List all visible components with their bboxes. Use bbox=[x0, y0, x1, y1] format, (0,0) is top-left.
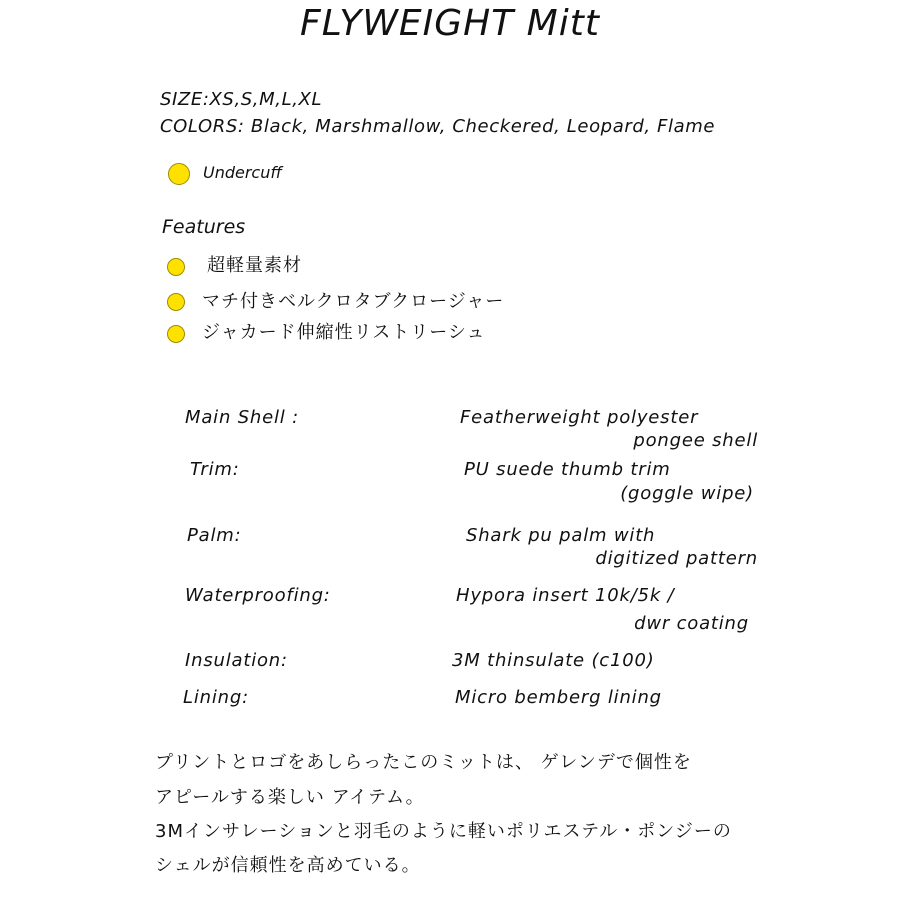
spec-label-waterproofing: Waterproofing: bbox=[185, 585, 331, 606]
spec-value-palm: Shark pu palm with bbox=[466, 525, 656, 546]
description-line: プリントとロゴをあしらったこのミットは、 ゲレンデで個性を bbox=[155, 752, 692, 773]
spec-value-trim: PU suede thumb trim bbox=[464, 459, 671, 480]
spec-value-main-shell: Featherweight polyester bbox=[460, 407, 699, 428]
spec-value-waterproofing: Hypora insert 10k/5k / bbox=[456, 585, 675, 606]
spec-value-trim-cont: (goggle wipe) bbox=[620, 483, 754, 504]
spec-label-lining: Lining: bbox=[183, 687, 249, 708]
product-title: FLYWEIGHT Mitt bbox=[300, 3, 600, 44]
description-line: シェルが信頼性を高めている。 bbox=[155, 855, 421, 876]
size-line: SIZE:XS,S,M,L,XL bbox=[160, 89, 323, 110]
spec-label-palm: Palm: bbox=[187, 525, 242, 546]
feature-bullet-icon bbox=[167, 325, 185, 343]
description-line: 3Mインサレーションと羽毛のように軽いポリエステル・ポンジーの bbox=[155, 821, 732, 842]
spec-label-main-shell: Main Shell : bbox=[185, 407, 299, 428]
description-line: アピールする楽しい アイテム。 bbox=[155, 787, 425, 808]
undercuff-bullet-icon bbox=[168, 163, 190, 185]
spec-value-waterproofing-cont: dwr coating bbox=[634, 613, 749, 634]
feature-bullet-icon bbox=[167, 258, 185, 276]
spec-value-lining: Micro bemberg lining bbox=[455, 687, 662, 708]
feature-item: ジャカード伸縮性リストリーシュ bbox=[202, 322, 486, 343]
features-heading: Features bbox=[162, 216, 246, 238]
feature-item: マチ付きベルクロタブクロージャー bbox=[202, 291, 505, 312]
colors-line: COLORS: Black, Marshmallow, Checkered, Leopard, Flame bbox=[160, 116, 716, 137]
spec-value-insulation: 3M thinsulate (c100) bbox=[452, 650, 655, 671]
feature-bullet-icon bbox=[167, 293, 185, 311]
spec-value-palm-cont: digitized pattern bbox=[595, 548, 758, 569]
spec-label-insulation: Insulation: bbox=[185, 650, 288, 671]
undercuff-label: Undercuff bbox=[203, 163, 282, 182]
spec-value-main-shell-cont: pongee shell bbox=[633, 430, 758, 451]
feature-item: 超軽量素材 bbox=[207, 255, 302, 276]
spec-label-trim: Trim: bbox=[190, 459, 240, 480]
